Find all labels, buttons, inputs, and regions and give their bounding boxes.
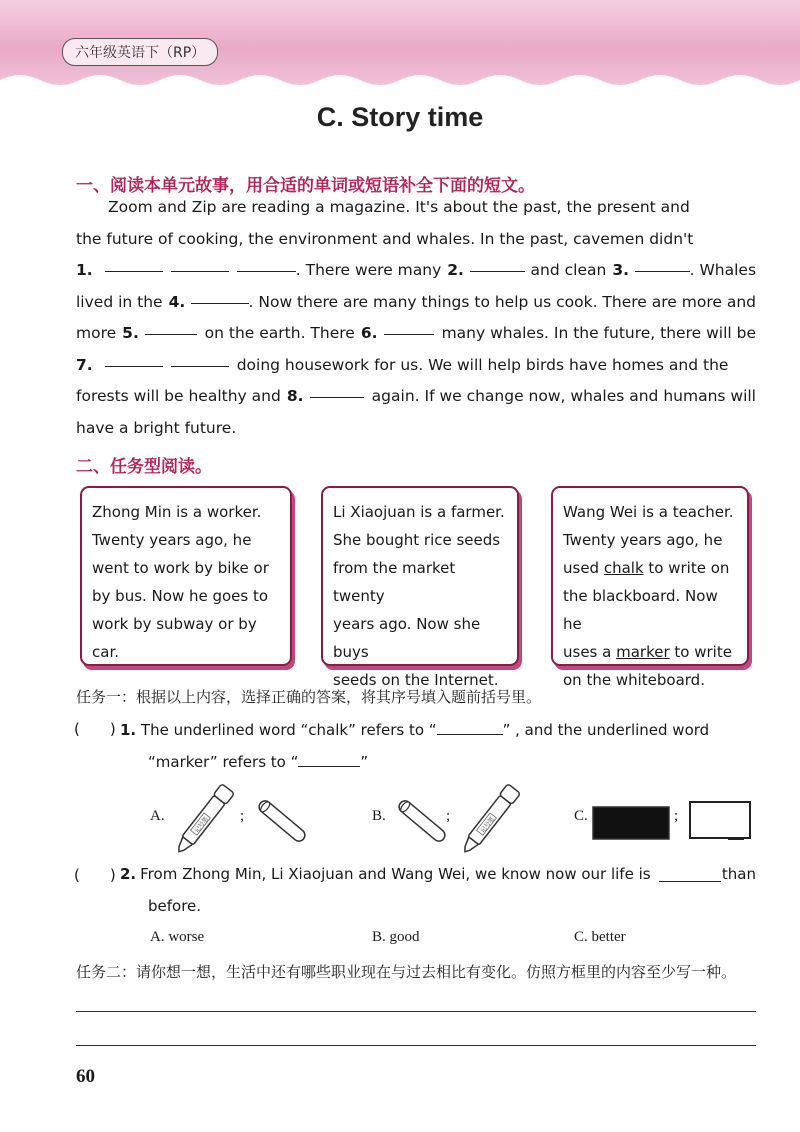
card-line: She bought rice seeds (333, 531, 501, 549)
card-li-xiaojuan (321, 486, 519, 689)
chalk-icon (252, 796, 312, 846)
para-text: on the earth. There (204, 324, 355, 342)
blank-7a[interactable] (105, 350, 163, 367)
para-text: more (76, 324, 117, 342)
q2-line1 (120, 865, 756, 883)
blank-number: 5. (122, 324, 139, 342)
blank-number: 7. (76, 355, 93, 374)
page-number: 60 (76, 1066, 95, 1087)
q2-option-b[interactable]: B. good (372, 929, 420, 945)
underlined-marker: marker (616, 643, 670, 661)
blank-number: 3. (612, 261, 629, 279)
banner-wave (0, 70, 800, 100)
card-line: Wang Wei is a teacher. (563, 503, 734, 521)
q2-line2: before. (148, 897, 202, 915)
para-text: many whales. In the future, there will be (441, 324, 756, 342)
blank-1b[interactable] (171, 255, 229, 272)
card-zhong-min (80, 486, 292, 666)
blank-1a[interactable] (105, 255, 163, 272)
card-line: Zhong Min is a worker. (92, 503, 262, 521)
blackboard-icon (592, 806, 672, 842)
blank-number: 6. (360, 324, 378, 342)
blank-3[interactable] (635, 255, 690, 272)
chalk-icon (392, 796, 452, 846)
marker-pen-icon (172, 782, 240, 852)
underlined-chalk: chalk (603, 559, 644, 577)
q1-blank-marker[interactable] (298, 750, 360, 767)
para-text: again. If we change now, whales and humans will (371, 387, 756, 405)
q1-text: ” (360, 753, 369, 771)
section2-heading: 二、任务型阅读。 (76, 457, 212, 477)
q2-blank[interactable] (659, 865, 721, 882)
q2-text: From Zhong Min, Li Xiaojuan and Wang Wei, we know now our life is (140, 865, 651, 883)
task2-instruction: 任务二：请你想一想，生活中还有哪些职业现在与过去相比有变化。仿照方框里的内容至少写一种。 (76, 963, 737, 981)
card-line: Li Xiaojuan is a farmer. (333, 503, 505, 521)
para-line: Zoom and Zip are reading a magazine. It's about the past, the present and (108, 198, 690, 216)
para-text: . There were many (295, 261, 442, 279)
pen-label: 记号笔 (479, 815, 496, 835)
whiteboard-icon (688, 800, 754, 844)
para-line: have a bright future. (76, 418, 237, 437)
q1-line1 (120, 718, 709, 739)
q1-text: The underlined word “chalk” refers to “ (140, 721, 437, 739)
q2-text: than (721, 865, 756, 883)
writing-line[interactable] (76, 1011, 756, 1012)
blank-8[interactable] (310, 381, 364, 398)
card-line: Twenty years ago, he (92, 531, 252, 549)
blank-number: 8. (286, 387, 304, 405)
page-title: C. Story time (316, 102, 484, 132)
card-line (563, 554, 737, 582)
q1-option-c[interactable]: C. (574, 808, 588, 824)
card-text: uses a (563, 643, 617, 661)
q1-sep: ; (240, 808, 245, 824)
blank-6[interactable] (384, 318, 434, 335)
blank-2[interactable] (470, 255, 525, 272)
blank-number: 2. (447, 261, 464, 279)
q1-text: “marker” refers to “ (148, 753, 299, 771)
blank-4[interactable] (191, 287, 248, 304)
blank-1c[interactable] (237, 255, 295, 272)
q2-option-c[interactable]: C. better (574, 929, 626, 945)
card-line: went to work by bike or (92, 559, 269, 577)
q1-line2 (148, 750, 368, 771)
book-tag: 六年级英语下（RP） (62, 38, 218, 66)
section1-heading: 一、阅读本单元故事，用合适的单词或短语补全下面的短文。 (76, 176, 535, 196)
q1-sep: ; (674, 808, 679, 824)
q1-answer-paren[interactable]: ( ) (74, 720, 116, 738)
task1-instruction: 任务一：根据以上内容，选择正确的答案，将其序号填入题前括号里。 (76, 688, 542, 706)
card-line: seeds on the Internet. (333, 671, 499, 689)
q1-number: 1. (120, 721, 137, 739)
card-line: on the whiteboard. (563, 671, 705, 689)
q1-option-a[interactable]: A. (150, 808, 165, 824)
q1-sep: ; (446, 808, 451, 824)
card-wang-wei (551, 486, 749, 689)
q2-option-a[interactable]: A. worse (150, 929, 205, 945)
marker-pen-icon (458, 782, 526, 852)
para-text: and clean (530, 261, 607, 279)
story-paragraph (76, 192, 756, 444)
para-line: the future of cooking, the environment and whales. In the past, cavemen didn't (76, 229, 694, 248)
card-line: work by subway or by car. (92, 615, 257, 661)
writing-line[interactable] (76, 1045, 756, 1046)
card-line: Twenty years ago, he (563, 531, 723, 549)
pen-label: 记号笔 (193, 815, 210, 835)
para-text: doing housework for us. We will help birds have homes and the (236, 355, 729, 374)
blank-7b[interactable] (171, 350, 229, 367)
blank-number: 4. (168, 292, 186, 311)
card-line (563, 638, 737, 666)
para-text: forests will be healthy and (76, 387, 281, 405)
q1-text: ” , and the underlined word (502, 721, 710, 739)
para-text: . Whales (689, 261, 757, 279)
blank-5[interactable] (145, 318, 197, 335)
para-text: . Now there are many things to help us cook. There are more and (248, 292, 756, 311)
q2-number: 2. (120, 865, 137, 883)
q2-answer-paren[interactable]: ( ) (74, 866, 116, 884)
card-text: to write on (643, 559, 730, 577)
card-text: used (563, 559, 604, 577)
q1-blank-chalk[interactable] (437, 718, 503, 735)
blank-number: 1. (76, 261, 93, 279)
q1-option-b[interactable]: B. (372, 808, 386, 824)
card-line: years ago. Now she buys (333, 615, 481, 661)
card-line: by bus. Now he goes to (92, 587, 269, 605)
card-line: from the market twenty (333, 559, 456, 605)
card-text: to write (669, 643, 732, 661)
card-line: the blackboard. Now he (563, 587, 718, 633)
para-text: lived in the (76, 292, 163, 311)
